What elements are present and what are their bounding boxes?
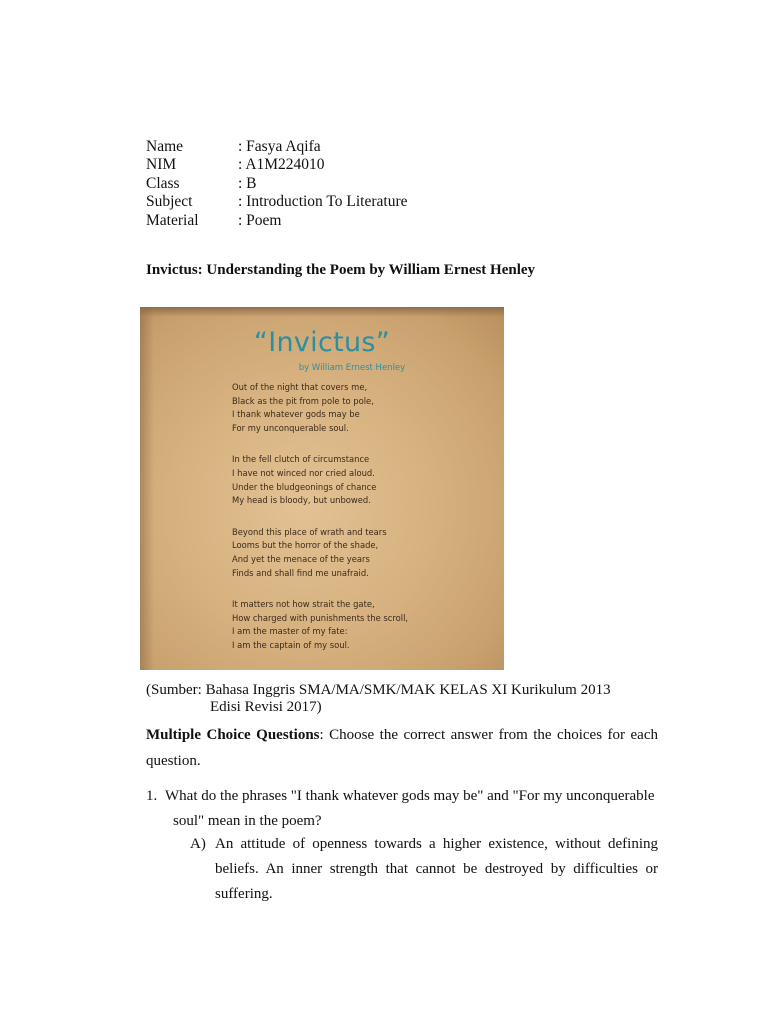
info-value: : Poem: [238, 211, 282, 229]
poem-line: Finds and shall find me unafraid.: [232, 567, 369, 578]
info-value: : B: [238, 174, 257, 192]
image-source-caption: [146, 682, 611, 716]
info-row-name: [146, 138, 408, 156]
poem-line: Black as the pit from pole to pole,: [232, 395, 374, 406]
mcq-instructions: [146, 722, 658, 774]
poem-stanza-1: [232, 381, 408, 435]
question-number: 1.: [146, 788, 158, 804]
mcq-heading: Multiple Choice Questions: [146, 727, 320, 743]
poem-line: I have not winced nor cried aloud.: [232, 467, 375, 478]
info-row-material: [146, 212, 408, 230]
question-text: [146, 784, 658, 834]
poem-stanza-2: [232, 453, 408, 507]
poem-line: My head is bloody, but unbowed.: [232, 495, 371, 506]
poem-line: For my unconquerable soul.: [232, 422, 349, 433]
source-line-1: (Sumber: Bahasa Inggris SMA/MA/SMK/MAK KELAS XI Kurikulum 2013: [146, 682, 611, 698]
poem-line: Out of the night that covers me,: [232, 382, 368, 392]
poem-author: by William Ernest Henley: [298, 363, 406, 373]
info-row-subject: [146, 193, 408, 211]
info-value: : Fasya Aqifa: [238, 138, 321, 155]
info-label: Name: [146, 138, 184, 155]
poem-line: I am the master of my fate:: [232, 626, 348, 637]
info-label: Class: [146, 174, 180, 192]
info-label: Material: [146, 211, 199, 229]
source-line-2: Edisi Revisi 2017): [210, 699, 322, 715]
poem-line: I thank whatever gods may be: [232, 409, 360, 420]
info-row-class: [146, 175, 408, 193]
info-label: NIM: [146, 156, 177, 174]
info-row-nim: [146, 156, 408, 174]
poem-line: How charged with punishments the scroll,: [232, 612, 409, 623]
info-value: : A1M224010: [238, 156, 325, 174]
poem-line: Under the bludgeonings of chance: [232, 481, 377, 492]
poem-line: Beyond this place of wrath and tears: [232, 526, 387, 537]
option-text: An attitude of openness towards a higher existence, without defining beliefs. An inner strength that cannot be destroyed by difficulties or suffering.: [215, 836, 658, 902]
poem-stanza-4: [232, 598, 408, 652]
question-1: [146, 784, 658, 834]
option-letter: A): [190, 836, 206, 852]
image-left-shadow: [140, 307, 154, 670]
mcq-instruction-text: : Choose the correct answer from the choices for each question.: [146, 727, 658, 769]
poem-line: In the fell clutch of circumstance: [232, 454, 370, 465]
poem-stanza-3: [232, 526, 408, 580]
poem-line: It matters not how strait the gate,: [232, 599, 375, 610]
question-1-option-a: [190, 832, 658, 907]
info-label: Subject: [146, 193, 193, 211]
student-info-table: [146, 138, 408, 230]
poem-title: “Invictus”: [253, 327, 391, 358]
question-text-line-1: What do the phrases "I thank whatever gods may be" and "For my unconquerable: [165, 788, 655, 804]
poem-image: [140, 307, 504, 670]
poem-line: Looms but the horror of the shade,: [232, 540, 379, 551]
question-text-line-2: soul" mean in the poem?: [173, 813, 322, 829]
image-top-shadow: [140, 307, 504, 317]
poem-body: [232, 381, 408, 670]
poem-line: I am the captain of my soul.: [232, 639, 350, 650]
info-value: : Introduction To Literature: [238, 193, 408, 211]
poem-line: And yet the menace of the years: [232, 553, 370, 564]
document-title: Invictus: Understanding the Poem by William Ernest Henley: [146, 262, 536, 278]
